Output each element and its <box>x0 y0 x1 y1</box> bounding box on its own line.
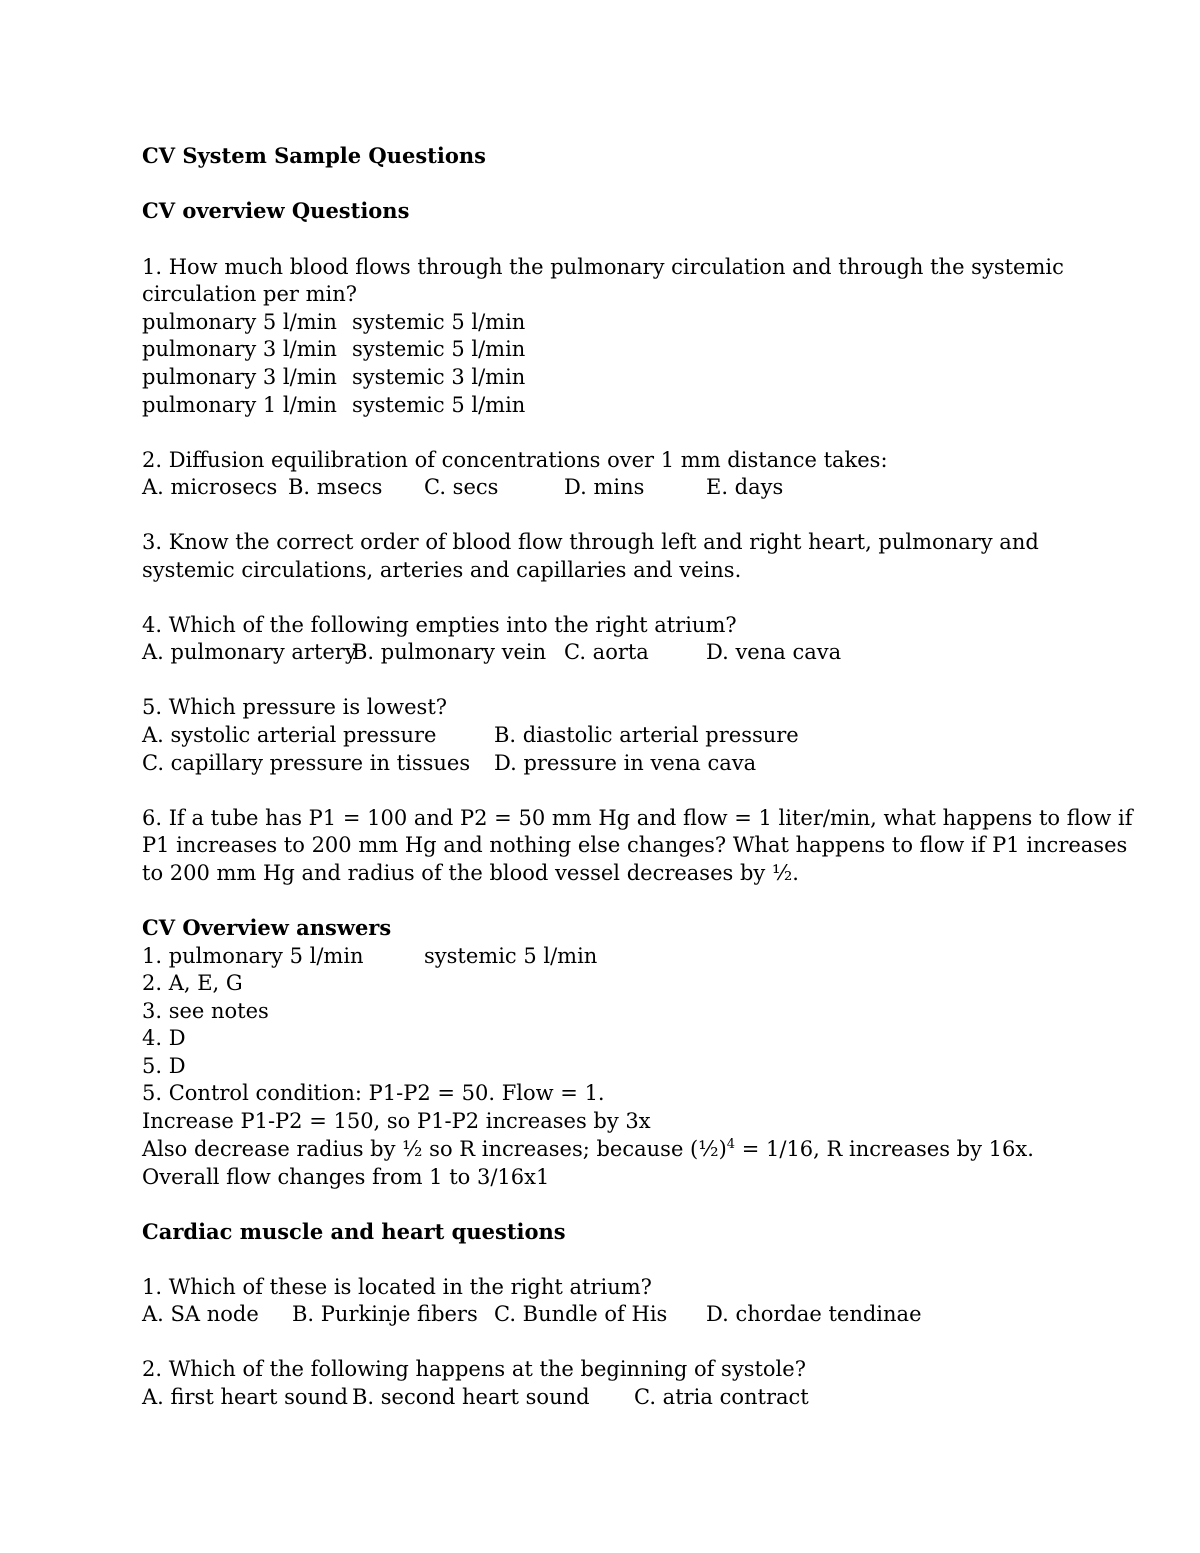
cardiac-question-2-options <box>142 1383 809 1411</box>
question-1-option <box>142 308 526 336</box>
option-d: D. pressure in vena cava <box>494 751 757 775</box>
question-5-options-row-1 <box>142 721 799 749</box>
answer-6-line-3-text-end: = 1/16, R increases by 16x. <box>735 1137 1034 1161</box>
option-b: B. second heart sound <box>352 1385 590 1409</box>
answer-6-line-4: Overall flow changes from 1 to 3/16x1 <box>142 1165 550 1189</box>
option-a: A. systolic arterial pressure <box>142 723 437 747</box>
option-c: C. capillary pressure in tissues <box>142 751 471 775</box>
question-6-line-3: to 200 mm Hg and radius of the blood vessel decreases by ½. <box>142 861 799 885</box>
option-d: D. vena cava <box>706 640 842 664</box>
answer-1-systemic: systemic 5 l/min <box>424 944 598 968</box>
option-d: D. mins <box>564 475 645 499</box>
option-c: C. Bundle of His <box>494 1302 668 1326</box>
answer-4: 4. D <box>142 1026 186 1050</box>
option-b: B. Purkinje fibers <box>292 1302 478 1326</box>
answer-2: 2. A, E, G <box>142 971 243 995</box>
option-c: C. aorta <box>564 640 649 664</box>
option-b: B. msecs <box>288 475 383 499</box>
question-1-line-2: circulation per min? <box>142 282 358 306</box>
option-c: C. atria contract <box>634 1385 809 1409</box>
option-pulmonary: pulmonary 5 l/min <box>142 310 337 334</box>
question-1-line-1: 1. How much blood flows through the pulmonary circulation and through the systemic <box>142 255 1064 279</box>
question-6-line-2: P1 increases to 200 mm Hg and nothing else changes? What happens to flow if P1 increases <box>142 833 1128 857</box>
answer-1-pulmonary: 1. pulmonary 5 l/min <box>142 944 364 968</box>
answer-6-line-3-text: Also decrease radius by ½ so R increases; because (½) <box>142 1137 727 1161</box>
cardiac-question-2-stem: 2. Which of the following happens at the beginning of systole? <box>142 1357 806 1381</box>
question-1-option <box>142 335 526 363</box>
question-6-line-1: 6. If a tube has P1 = 100 and P2 = 50 mm Hg and flow = 1 liter/min, what happens to flow if <box>142 806 1133 830</box>
section-heading-cardiac: Cardiac muscle and heart questions <box>142 1219 566 1244</box>
question-4-options <box>142 638 842 666</box>
option-e: E. days <box>706 475 784 499</box>
option-b: B. pulmonary vein <box>352 640 547 664</box>
question-4-stem: 4. Which of the following empties into the right atrium? <box>142 613 737 637</box>
option-b: B. diastolic arterial pressure <box>494 723 799 747</box>
answer-6-line-3 <box>142 1135 1034 1163</box>
question-5-stem: 5. Which pressure is lowest? <box>142 695 448 719</box>
answer-3: 3. see notes <box>142 999 269 1023</box>
option-systemic: systemic 5 l/min <box>352 337 526 361</box>
option-systemic: systemic 5 l/min <box>352 393 526 417</box>
question-3-line-2: systemic circulations, arteries and capillaries and veins. <box>142 558 742 582</box>
answer-6-line-2: Increase P1-P2 = 150, so P1-P2 increases by 3x <box>142 1109 651 1133</box>
cardiac-question-1-options <box>142 1300 922 1328</box>
option-a: A. microsecs <box>142 475 278 499</box>
section-heading-overview: CV overview Questions <box>142 198 410 223</box>
question-5-options-row-2 <box>142 749 757 777</box>
question-2-stem: 2. Diffusion equilibration of concentrations over 1 mm distance takes: <box>142 448 888 472</box>
option-c: C. secs <box>424 475 499 499</box>
answer-6-line-1: 5. Control condition: P1-P2 = 50. Flow = 1. <box>142 1081 605 1105</box>
option-a: A. pulmonary artery <box>142 640 357 664</box>
option-a: A. SA node <box>142 1302 259 1326</box>
option-pulmonary: pulmonary 3 l/min <box>142 337 337 361</box>
cardiac-question-1-stem: 1. Which of these is located in the right atrium? <box>142 1275 652 1299</box>
section-heading-answers: CV Overview answers <box>142 915 392 940</box>
option-a: A. first heart sound <box>142 1385 348 1409</box>
option-d: D. chordae tendinae <box>706 1302 922 1326</box>
question-1-option <box>142 391 526 419</box>
option-pulmonary: pulmonary 3 l/min <box>142 365 337 389</box>
option-systemic: systemic 3 l/min <box>352 365 526 389</box>
option-systemic: systemic 5 l/min <box>352 310 526 334</box>
question-3-line-1: 3. Know the correct order of blood flow through left and right heart, pulmonary and <box>142 530 1039 554</box>
question-2-options <box>142 473 784 501</box>
document-title: CV System Sample Questions <box>142 143 486 168</box>
answer-1 <box>142 942 598 970</box>
answer-5: 5. D <box>142 1054 186 1078</box>
question-1-option <box>142 363 526 391</box>
exponent: 4 <box>726 1137 736 1152</box>
option-pulmonary: pulmonary 1 l/min <box>142 393 337 417</box>
